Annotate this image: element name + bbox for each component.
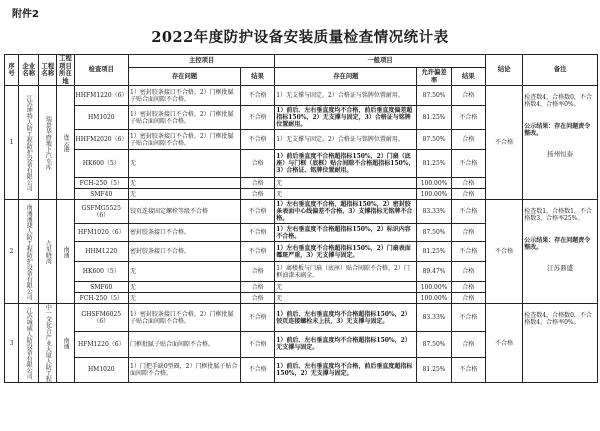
- allowed-rate: 81.25%: [417, 150, 451, 178]
- main-issue: 1）密封胶条接口不合格。2）门框批腻子贴合面间隙不合格。: [129, 106, 241, 130]
- remark-summary: 检查数4，合格数0，不合格数4，合格率0%。: [524, 312, 592, 327]
- inspection-item: HHFM1220（6）: [74, 86, 128, 106]
- inspection-item: HFM1020（6）: [74, 224, 128, 242]
- general-issue: 1）前后垂直度不合格超指标150%，2）门扇（底座）与门框（底框）贴合间隙不合格超指标150%，3）合格证、铭牌位置耐用。: [275, 150, 417, 178]
- district-cell: [57, 200, 74, 304]
- main-result: 不合格: [240, 86, 274, 106]
- project-name-cell: [39, 200, 57, 304]
- general-issue: 1）无支撑与固定。2）合格证与铭牌位置耐用。: [275, 130, 417, 150]
- header-company: 企业名称: [19, 55, 39, 86]
- allowed-rate: 100.00%: [417, 282, 451, 293]
- main-result: 不合格: [240, 200, 274, 224]
- project-name: 瑞景华府地下汽车库: [44, 115, 52, 170]
- general-result: 合格: [451, 178, 485, 189]
- header-project: 工程名称: [39, 55, 57, 86]
- main-issue: 密封胶条接口不合格。: [129, 242, 241, 262]
- main-result: 不合格: [240, 106, 274, 130]
- main-result: 不合格: [240, 332, 274, 357]
- header-general-issues: 存在问题: [275, 68, 417, 86]
- main-issue: 无: [129, 150, 241, 178]
- main-result: 合格: [240, 178, 274, 189]
- company-name: 江苏坤特人防工程防护设备有限公司: [25, 94, 33, 191]
- inspection-table: [4, 54, 598, 383]
- general-issue: 1）离楼板与门扇（底座）贴合间隙不合格，2）门框油漆未刷全。: [275, 262, 417, 282]
- general-issue: 无: [275, 293, 417, 304]
- remark-public: 公示结果：存在问题责令整改。: [524, 236, 591, 251]
- main-issue: 无: [129, 178, 241, 189]
- district-name: 南通: [62, 245, 70, 258]
- inspection-item: SMF60: [74, 282, 128, 293]
- allowed-rate: 87.50%: [417, 332, 451, 357]
- inspection-item: HM1020: [74, 357, 128, 383]
- allowed-rate: 87.50%: [417, 224, 451, 242]
- table-row: [5, 86, 598, 106]
- main-issue: 无: [129, 293, 241, 304]
- inspection-item: HFM1220（6）: [74, 332, 128, 357]
- district-name: 连云港: [62, 133, 70, 152]
- inspection-item: SMF40: [74, 189, 128, 200]
- header-conclusion: 结论: [485, 55, 522, 86]
- general-result: 合格: [451, 293, 485, 304]
- header-general-group: 一般项目: [275, 55, 486, 68]
- district-name: 南通: [62, 337, 70, 350]
- general-issue: 1）前后、左右垂直度均不合格超指标150%，2）无支撑与固定。: [275, 332, 417, 357]
- main-issue: 无: [129, 262, 241, 282]
- remark-summary: 检查数1，合格数1，不合格数3，合格率25%。: [524, 208, 592, 223]
- general-issue: 1）左右垂直度不合格超指标150%，2）门扇表面霉斑严重，3）无支撑与固定。: [275, 242, 417, 262]
- inspection-item: GSFMG5525（6）: [74, 200, 128, 224]
- allowed-rate: 100.00%: [417, 178, 451, 189]
- project-name: 中一文化合产业大厦人防工程: [44, 304, 52, 383]
- main-issue: 无: [129, 189, 241, 200]
- main-issue: 1）门把手缺0型圈，2）门框批腻子贴合面间隙不合格。: [129, 357, 241, 383]
- main-result: 不合格: [240, 242, 274, 262]
- general-result: 不合格: [451, 106, 485, 130]
- remark-cell: [523, 86, 598, 200]
- general-issue: 无: [275, 189, 417, 200]
- company-name: 江苏城威人防设备有限公司: [25, 307, 33, 380]
- project-name: 九里晓湾: [44, 239, 52, 264]
- header-district: 工程项目所在地: [57, 55, 74, 86]
- header-row-1: [5, 55, 598, 68]
- header-remark: 备注: [523, 55, 598, 86]
- allowed-rate: 100.00%: [417, 189, 451, 200]
- general-result: 不合格: [451, 357, 485, 383]
- group-seq: 2: [5, 200, 19, 304]
- company-name-cell: [19, 86, 39, 200]
- main-result: 合格: [240, 150, 274, 178]
- inspection-item: FCH-250（5）: [74, 178, 128, 189]
- table-row: [5, 304, 598, 332]
- general-result: 不合格: [451, 150, 485, 178]
- header-item: 检查项目: [74, 55, 128, 86]
- allowed-rate: 87.50%: [417, 86, 451, 106]
- general-issue: 1）前后、左右垂直度均不合格，前后垂直度偏差超指标150%，2）无支撑与固定，3）合格证与铭牌位置耐用。: [275, 106, 417, 130]
- allowed-rate: 81.25%: [417, 242, 451, 262]
- header-main-group: 主控项目: [129, 55, 275, 68]
- general-result: 合格: [451, 332, 485, 357]
- general-result: 不合格: [451, 200, 485, 224]
- general-result: 合格: [451, 224, 485, 242]
- group-seq: 3: [5, 304, 19, 383]
- allowed-rate: 89.47%: [417, 262, 451, 282]
- general-issue: 1）前后、左右垂直度均不合格，前后垂直度超指标150%，2）无支撑与固定。: [275, 357, 417, 383]
- group-conclusion: 不合格: [485, 304, 522, 383]
- header-main-result: 结果: [240, 68, 274, 86]
- company-name-cell: [19, 200, 39, 304]
- group-conclusion: 不合格: [485, 86, 522, 200]
- general-result: 合格: [451, 262, 485, 282]
- header-general-result: 结果: [451, 68, 485, 86]
- main-issue: 1）密封胶条接口不合格。2）门框批腻子贴合面间隙不合格。: [129, 304, 241, 332]
- header-allowed-rate: 允许偏差率: [417, 68, 451, 86]
- table-row: [5, 200, 598, 224]
- allowed-rate: 83.33%: [417, 304, 451, 332]
- allowed-rate: 81.25%: [417, 106, 451, 130]
- remark-signature: 扬州恒泰: [547, 149, 574, 158]
- main-result: 不合格: [240, 357, 274, 383]
- group-conclusion: 不合格: [485, 200, 522, 304]
- remark-cell: [523, 304, 598, 383]
- general-issue: 1）前后、左右垂直度均不合格超指标150%，2）铰页连接螺栓未上扶，3）无支撑与固定。: [275, 304, 417, 332]
- inspection-item: FCH-250（5）: [74, 293, 128, 304]
- remark-cell: [523, 200, 598, 304]
- main-result: 合格: [240, 262, 274, 282]
- main-result: 不合格: [240, 304, 274, 332]
- group-seq: 1: [5, 86, 19, 200]
- project-name-cell: [39, 86, 57, 200]
- allowed-rate: 81.25%: [417, 357, 451, 383]
- general-issue: 1）左右垂直度不合格超指标150%，2）标识内容不合格。: [275, 224, 417, 242]
- inspection-item: HK600（5）: [74, 150, 128, 178]
- allowed-rate: 83.33%: [417, 200, 451, 224]
- company-name: 南通通捷人防工程防护设备有限公司: [25, 203, 33, 300]
- remark-public: 公示结果：存在问题责令整改。: [524, 122, 591, 137]
- company-name-cell: [19, 304, 39, 383]
- remark-signature: 江苏鼎盛: [547, 263, 574, 272]
- allowed-rate: 100.00%: [417, 293, 451, 304]
- header-seq: 序号: [5, 55, 19, 86]
- general-result: 不合格: [451, 242, 485, 262]
- main-issue: 1）密封胶条接口不合格。2）门框批腻子贴合面间隙不合格。: [129, 130, 241, 150]
- main-issue: 门框批腻子贴合面间隙不合格。: [129, 332, 241, 357]
- general-result: 合格: [451, 86, 485, 106]
- header-main-issues: 存在问题: [129, 68, 241, 86]
- district-cell: [57, 86, 74, 200]
- general-issue: 1）无支撑与固定。2）合格证与铭牌位置耐用。: [275, 86, 417, 106]
- inspection-item: HK600（5）: [74, 262, 128, 282]
- district-cell: [57, 304, 74, 383]
- main-result: 合格: [240, 189, 274, 200]
- main-issue: 铰页连接固定螺栓等级不合格: [129, 200, 241, 224]
- main-result: 合格: [240, 282, 274, 293]
- main-result: 合格: [240, 293, 274, 304]
- general-result: 合格: [451, 130, 485, 150]
- main-issue: 密封胶条接口不合格。: [129, 224, 241, 242]
- allowed-rate: 87.50%: [417, 130, 451, 150]
- remark-summary: 检查数4，合格数0，不合格数4，合格率0%。: [524, 94, 592, 109]
- inspection-item: HM1020: [74, 106, 128, 130]
- general-issue: 1）左右垂直度不合格，超指标150%，2）密封胶条表面中心线偏差不合格，3）支撑指标无铭牌不合格。: [275, 200, 417, 224]
- inspection-item: HHFM2020（6）: [74, 130, 128, 150]
- general-issue: 无: [275, 178, 417, 189]
- main-result: 不合格: [240, 224, 274, 242]
- general-result: 不合格: [451, 304, 485, 332]
- project-name-cell: [39, 304, 57, 383]
- main-issue: 1）密封胶条接口不合格。2）门框批腻子贴合面间隙不合格。: [129, 86, 241, 106]
- attachment-label: 附件2: [12, 9, 39, 20]
- inspection-item: HHM1220: [74, 242, 128, 262]
- main-result: 不合格: [240, 130, 274, 150]
- page-title: 2022年度防护设备安装质量检查情况统计表: [151, 29, 449, 46]
- general-issue: 无: [275, 282, 417, 293]
- general-result: 合格: [451, 282, 485, 293]
- main-issue: 无: [129, 282, 241, 293]
- general-result: 合格: [451, 189, 485, 200]
- inspection-item: GHSFM6025（6）: [74, 304, 128, 332]
